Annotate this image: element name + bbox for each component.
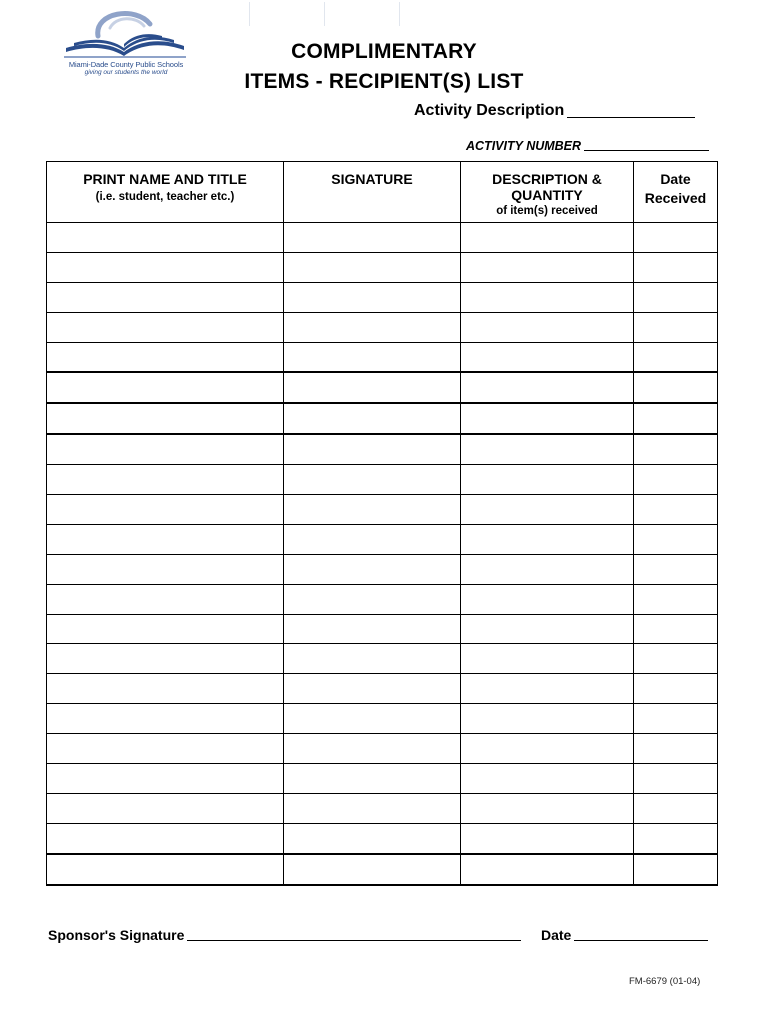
- table-cell[interactable]: [47, 614, 284, 644]
- table-cell[interactable]: [284, 554, 461, 584]
- table-cell[interactable]: [284, 223, 461, 253]
- table-row: [47, 223, 718, 253]
- table-cell[interactable]: [47, 823, 284, 853]
- activity-number-blank[interactable]: [584, 150, 709, 151]
- table-cell[interactable]: [634, 584, 718, 614]
- table-row: [47, 764, 718, 794]
- table-cell[interactable]: [634, 312, 718, 342]
- column-header-signature: [284, 162, 461, 223]
- table-row: [47, 823, 718, 853]
- table-cell[interactable]: [284, 342, 461, 372]
- column-header-description: [461, 162, 634, 223]
- table-cell[interactable]: [284, 434, 461, 464]
- column-header-date-received: [634, 162, 718, 223]
- table-cell[interactable]: [284, 674, 461, 704]
- table-cell[interactable]: [284, 524, 461, 554]
- logo-tagline: giving our students the world: [84, 69, 168, 76]
- sponsor-signature-blank[interactable]: [187, 940, 521, 941]
- table-cell[interactable]: [461, 495, 634, 525]
- column-subtitle: of item(s) received: [496, 205, 598, 217]
- table-cell[interactable]: [284, 403, 461, 434]
- table-cell[interactable]: [47, 465, 284, 495]
- table-cell[interactable]: [47, 854, 284, 885]
- table-cell[interactable]: [461, 372, 634, 403]
- table-cell[interactable]: [284, 372, 461, 403]
- table-row: [47, 342, 718, 372]
- table-row: [47, 584, 718, 614]
- table-cell[interactable]: [47, 403, 284, 434]
- table-cell[interactable]: [461, 793, 634, 823]
- table-cell[interactable]: [47, 554, 284, 584]
- column-title: DESCRIPTION & QUANTITY: [492, 171, 602, 203]
- table-cell[interactable]: [47, 584, 284, 614]
- table-row: [47, 644, 718, 674]
- form-title-line2: ITEMS - RECIPIENT(S) LIST: [244, 70, 524, 93]
- table-cell[interactable]: [284, 764, 461, 794]
- table-cell[interactable]: [284, 312, 461, 342]
- table-cell[interactable]: [461, 282, 634, 312]
- table-row: [47, 554, 718, 584]
- activity-description-label: Activity Description: [414, 102, 565, 119]
- table-cell[interactable]: [461, 223, 634, 253]
- activity-description-field: [414, 102, 695, 120]
- table-cell[interactable]: [634, 644, 718, 674]
- table-cell[interactable]: [47, 282, 284, 312]
- scan-mark: [249, 2, 250, 26]
- table-cell[interactable]: [461, 734, 634, 764]
- table-cell[interactable]: [461, 524, 634, 554]
- table-cell[interactable]: [284, 793, 461, 823]
- sponsor-signature-label: Sponsor's Signature: [48, 927, 185, 943]
- table-cell[interactable]: [461, 854, 634, 885]
- table-row: [47, 674, 718, 704]
- table-cell[interactable]: [284, 734, 461, 764]
- table-row: [47, 312, 718, 342]
- table-cell[interactable]: [47, 495, 284, 525]
- table-cell[interactable]: [461, 584, 634, 614]
- table-cell[interactable]: [634, 342, 718, 372]
- activity-number-label: ACTIVITY NUMBER: [466, 139, 582, 153]
- sponsor-date-field: [541, 927, 708, 943]
- table-cell[interactable]: [634, 282, 718, 312]
- table-cell[interactable]: [47, 734, 284, 764]
- table-row: [47, 282, 718, 312]
- table-cell[interactable]: [634, 614, 718, 644]
- table-cell[interactable]: [634, 854, 718, 885]
- table-row: [47, 372, 718, 403]
- table-row: [47, 614, 718, 644]
- column-title: PRINT NAME AND TITLE: [83, 171, 247, 187]
- table-cell[interactable]: [284, 252, 461, 282]
- table-cell[interactable]: [47, 372, 284, 403]
- table-row: [47, 252, 718, 282]
- table-row: [47, 434, 718, 464]
- table-cell[interactable]: [284, 282, 461, 312]
- table-cell[interactable]: [47, 704, 284, 734]
- table-cell[interactable]: [634, 823, 718, 853]
- table-row: [47, 854, 718, 885]
- table-cell[interactable]: [634, 674, 718, 704]
- table-cell[interactable]: [634, 495, 718, 525]
- table-cell[interactable]: [634, 372, 718, 403]
- table-cell[interactable]: [461, 342, 634, 372]
- table-cell[interactable]: [634, 734, 718, 764]
- table-cell[interactable]: [634, 793, 718, 823]
- table-cell[interactable]: [461, 823, 634, 853]
- column-title: SIGNATURE: [331, 171, 413, 187]
- form-code: FM-6679 (01-04): [629, 976, 701, 987]
- table-cell[interactable]: [461, 434, 634, 464]
- table-cell[interactable]: [47, 524, 284, 554]
- table-cell[interactable]: [634, 465, 718, 495]
- table-cell[interactable]: [634, 403, 718, 434]
- table-cell[interactable]: [634, 554, 718, 584]
- table-row: [47, 734, 718, 764]
- table-row: [47, 793, 718, 823]
- table-cell[interactable]: [47, 223, 284, 253]
- table-cell[interactable]: [284, 704, 461, 734]
- table-cell[interactable]: [634, 764, 718, 794]
- table-row: [47, 403, 718, 434]
- table-cell[interactable]: [461, 465, 634, 495]
- column-header-name: [47, 162, 284, 223]
- table-body: [47, 223, 718, 885]
- table-cell[interactable]: [47, 674, 284, 704]
- table-cell[interactable]: [461, 644, 634, 674]
- table-cell[interactable]: [284, 584, 461, 614]
- table-row: [47, 465, 718, 495]
- table-cell[interactable]: [47, 434, 284, 464]
- column-title: Date Received: [644, 171, 707, 206]
- table-cell[interactable]: [284, 465, 461, 495]
- recipient-table: [46, 161, 718, 886]
- table-cell[interactable]: [461, 403, 634, 434]
- scan-mark: [399, 2, 400, 26]
- table-cell[interactable]: [634, 434, 718, 464]
- table-cell[interactable]: [461, 674, 634, 704]
- table-cell[interactable]: [284, 614, 461, 644]
- logo-name: Miami-Dade County Public Schools: [68, 60, 184, 69]
- table-header-row: [47, 162, 718, 223]
- table-cell[interactable]: [634, 252, 718, 282]
- column-subtitle: (i.e. student, teacher etc.): [95, 191, 235, 203]
- table-cell[interactable]: [47, 793, 284, 823]
- table-cell[interactable]: [47, 342, 284, 372]
- table-cell[interactable]: [634, 704, 718, 734]
- activity-number-field: [466, 139, 709, 153]
- table-cell[interactable]: [461, 764, 634, 794]
- table-row: [47, 524, 718, 554]
- table-cell[interactable]: [47, 764, 284, 794]
- table-cell[interactable]: [634, 524, 718, 554]
- table-cell[interactable]: [461, 554, 634, 584]
- table-row: [47, 704, 718, 734]
- table-cell[interactable]: [284, 854, 461, 885]
- table-cell[interactable]: [284, 823, 461, 853]
- table-cell[interactable]: [47, 644, 284, 674]
- table-row: [47, 495, 718, 525]
- scan-mark: [324, 2, 325, 26]
- table-cell[interactable]: [47, 252, 284, 282]
- table-cell[interactable]: [461, 252, 634, 282]
- sponsor-date-label: Date: [541, 927, 572, 943]
- sponsor-signature-field: [48, 927, 521, 943]
- table-cell[interactable]: [461, 312, 634, 342]
- table-cell[interactable]: [284, 644, 461, 674]
- table-cell[interactable]: [461, 704, 634, 734]
- activity-description-blank[interactable]: [567, 117, 695, 118]
- table-cell[interactable]: [47, 312, 284, 342]
- table-cell[interactable]: [461, 614, 634, 644]
- sponsor-date-blank[interactable]: [574, 940, 708, 941]
- form-title-line1: COMPLIMENTARY: [291, 40, 477, 63]
- table-cell[interactable]: [284, 495, 461, 525]
- table-cell[interactable]: [634, 223, 718, 253]
